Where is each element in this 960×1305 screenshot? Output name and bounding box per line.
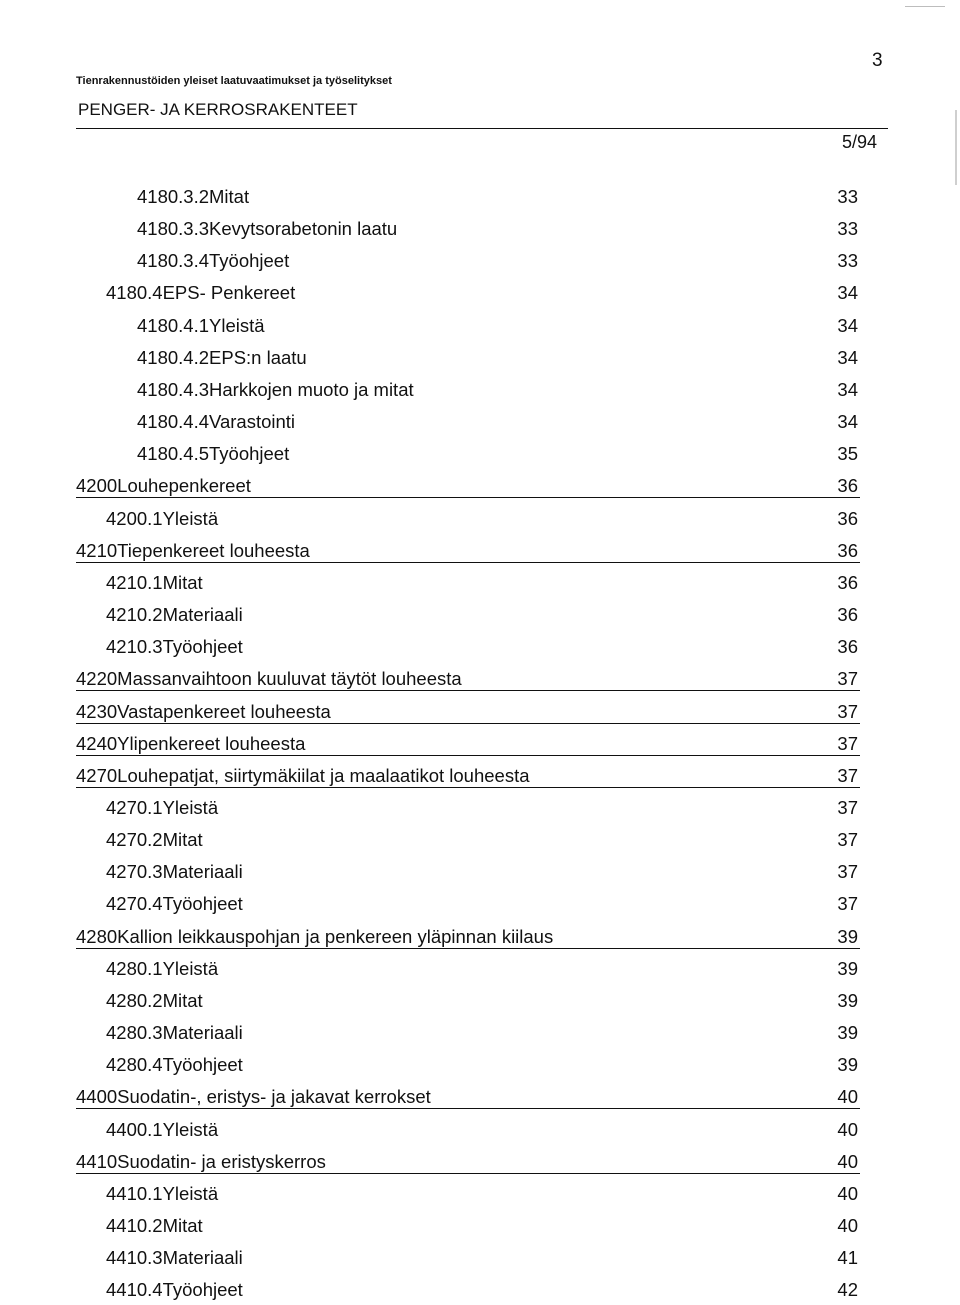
toc-entry xyxy=(0,1209,960,1241)
toc-entry-title: 4180.3.3Kevytsorabetonin laatu xyxy=(137,218,398,240)
toc-entry xyxy=(0,1145,960,1177)
toc-entry-title: 4410.4Työohjeet xyxy=(106,1279,243,1301)
toc-entry-page: 39 xyxy=(837,1054,858,1076)
toc-entry-page: 40 xyxy=(837,1118,858,1140)
toc-entry-page: 36 xyxy=(837,604,858,626)
toc-entry-page: 40 xyxy=(837,1182,858,1204)
toc-entry xyxy=(0,1080,960,1112)
toc-entry-title: 4200.1Yleistä xyxy=(106,507,219,529)
toc-entry xyxy=(0,276,960,308)
toc-entry xyxy=(0,534,960,566)
toc-entry xyxy=(0,309,960,341)
header-subtitle: Tienrakennustöiden yleiset laatuvaatimukset ja työselitykset xyxy=(76,75,392,87)
toc-entry-title: 4280.4Työohjeet xyxy=(106,1054,243,1076)
toc-entry-title: 4180.4.3Harkkojen muoto ja mitat xyxy=(137,378,414,400)
toc-entry xyxy=(0,662,960,694)
toc-entry-title: 4280.1Yleistä xyxy=(106,957,219,979)
toc-entry-page: 36 xyxy=(837,571,858,593)
toc-entry-title: 4180.3.4Työohjeet xyxy=(137,250,290,272)
toc-entry xyxy=(0,1113,960,1145)
toc-entry-title: 4180.4.5Työohjeet xyxy=(137,443,290,465)
document-code: 5/94 xyxy=(842,132,878,152)
toc-entry-title: 4180.4EPS- Penkereet xyxy=(106,282,296,304)
toc-entry-title: 4280.2Mitat xyxy=(106,989,203,1011)
toc-entry-title: 4270.3Materiaali xyxy=(106,861,243,883)
toc-entry-title: 4280Kallion leikkauspohjan ja penkereen yläpinnan kiilaus xyxy=(76,925,554,947)
toc-entry xyxy=(0,952,960,984)
toc-entry-title: 4270.2Mitat xyxy=(106,829,203,851)
table-of-contents xyxy=(0,180,960,1305)
scan-artifact-mark xyxy=(905,6,945,7)
toc-entry xyxy=(0,984,960,1016)
toc-entry-title: 4410.3Materiaali xyxy=(106,1247,243,1269)
toc-entry-page: 37 xyxy=(837,893,858,915)
toc-entry xyxy=(0,502,960,534)
toc-entry-page: 37 xyxy=(837,796,858,818)
toc-entry-title: 4180.4.4Varastointi xyxy=(137,411,296,433)
toc-entry-page: 40 xyxy=(837,1086,858,1108)
toc-entry xyxy=(0,1016,960,1048)
toc-entry-title: 4400.1Yleistä xyxy=(106,1118,219,1140)
toc-entry xyxy=(0,920,960,952)
toc-entry-page: 39 xyxy=(837,925,858,947)
toc-entry-title: 4210Tiepenkereet louheesta xyxy=(76,539,310,561)
toc-entry-page: 37 xyxy=(837,829,858,851)
toc-entry-title: 4210.2Materiaali xyxy=(106,604,243,626)
toc-entry-page: 37 xyxy=(837,764,858,786)
toc-entry xyxy=(0,212,960,244)
toc-entry-page: 34 xyxy=(837,346,858,368)
toc-entry-title: 4180.3.2Mitat xyxy=(137,186,250,207)
toc-entry-page: 33 xyxy=(837,218,858,240)
toc-entry-page: 33 xyxy=(837,250,858,272)
toc-entry-page: 34 xyxy=(837,411,858,433)
toc-entry-page: 34 xyxy=(837,378,858,400)
toc-entry xyxy=(0,1048,960,1080)
toc-entry-page: 42 xyxy=(837,1279,858,1301)
toc-entry xyxy=(0,180,960,212)
header-rule xyxy=(76,128,888,129)
toc-entry-title: 4410.1Yleistä xyxy=(106,1182,219,1204)
toc-entry-title: 4220Massanvaihtoon kuuluvat täytöt louheesta xyxy=(76,668,462,690)
toc-entry-page: 41 xyxy=(837,1247,858,1269)
toc-entry xyxy=(0,759,960,791)
toc-entry-page: 39 xyxy=(837,1022,858,1044)
toc-entry-page: 36 xyxy=(837,636,858,658)
toc-entry-title: 4280.3Materiaali xyxy=(106,1022,243,1044)
toc-entry xyxy=(0,695,960,727)
page-number: 3 xyxy=(872,50,883,71)
toc-entry xyxy=(0,1273,960,1305)
toc-entry-page: 39 xyxy=(837,989,858,1011)
toc-entry-title: 4400Suodatin-, eristys- ja jakavat kerrokset xyxy=(76,1086,431,1108)
toc-entry-title: 4270.4Työohjeet xyxy=(106,893,243,915)
toc-entry-title: 4230Vastapenkereet louheesta xyxy=(76,700,331,722)
toc-entry xyxy=(0,823,960,855)
toc-entry-page: 37 xyxy=(837,732,858,754)
toc-entry-title: 4180.4.2EPS:n laatu xyxy=(137,346,307,368)
toc-entry xyxy=(0,727,960,759)
toc-entry xyxy=(0,855,960,887)
toc-entry-title: 4410Suodatin- ja eristyskerros xyxy=(76,1150,326,1172)
toc-entry-title: 4270.1Yleistä xyxy=(106,796,219,818)
toc-entry xyxy=(0,887,960,919)
toc-entry-page: 35 xyxy=(837,443,858,465)
toc-entry-page: 40 xyxy=(837,1150,858,1172)
toc-entry xyxy=(0,373,960,405)
toc-entry xyxy=(0,469,960,501)
toc-entry xyxy=(0,791,960,823)
toc-entry-page: 36 xyxy=(837,475,858,497)
toc-entry-title: 4270Louhepatjat, siirtymäkiilat ja maalaatikot louheesta xyxy=(76,764,530,786)
toc-entry-title: 4180.4.1Yleistä xyxy=(137,314,265,336)
toc-entry-title: 4210.1Mitat xyxy=(106,571,203,593)
toc-entry-title: 4200Louhepenkereet xyxy=(76,475,251,497)
toc-entry-page: 39 xyxy=(837,957,858,979)
scan-edge-mark xyxy=(955,110,957,185)
toc-entry xyxy=(0,341,960,373)
toc-entry xyxy=(0,405,960,437)
toc-entry xyxy=(0,244,960,276)
toc-entry xyxy=(0,1241,960,1273)
toc-entry-title: 4210.3Työohjeet xyxy=(106,636,243,658)
toc-entry-title: 4240Ylipenkereet louheesta xyxy=(76,732,306,754)
toc-entry xyxy=(0,566,960,598)
toc-entry-page: 33 xyxy=(837,186,858,207)
toc-entry-page: 36 xyxy=(837,539,858,561)
toc-entry-page: 40 xyxy=(837,1215,858,1236)
toc-entry-title: 4410.2Mitat xyxy=(106,1215,203,1236)
toc-entry xyxy=(0,1177,960,1209)
toc-entry xyxy=(0,598,960,630)
toc-entry-page: 37 xyxy=(837,668,858,690)
toc-entry-page: 34 xyxy=(837,314,858,336)
toc-entry-page: 37 xyxy=(837,861,858,883)
toc-entry-page: 37 xyxy=(837,700,858,722)
toc-entry-page: 34 xyxy=(837,282,858,304)
toc-entry xyxy=(0,630,960,662)
header-title: PENGER- JA KERROSRAKENTEET xyxy=(78,100,358,119)
toc-entry xyxy=(0,437,960,469)
toc-entry-page: 36 xyxy=(837,507,858,529)
